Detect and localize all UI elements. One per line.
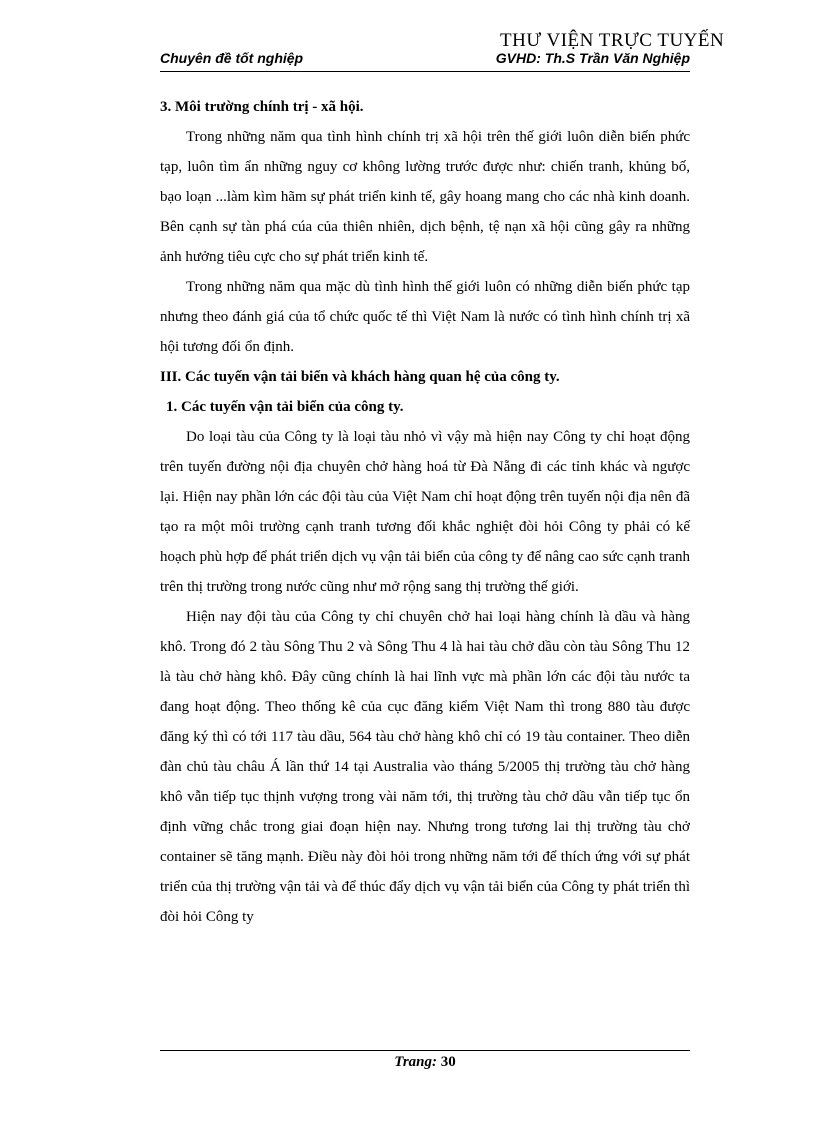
footer-divider — [160, 1050, 690, 1051]
paragraph: Do loại tàu của Công ty là loại tàu nhỏ vì vậy mà hiện nay Công ty chỉ hoạt động trên tuyến đường nội địa chuyên chở hàng hoá từ Đà Nẵng đi các tỉnh khác và ngược lại. Hiện nay phần lớn các đội tàu của Việt Nam chỉ hoạt động trên tuyến nội địa nên đã tạo ra một môi trường cạnh tranh tương đối khắc nghiệt đòi hỏi Công ty phải có kế hoạch phù hợp để phát triển dịch vụ vận tải biển của công ty để nâng cao sức cạnh tranh trên thị trường trong nước cũng như mở rộng sang thị trường thế giới. — [160, 429, 690, 595]
header-supervisor: GVHD: Th.S Trần Văn Nghiệp — [495, 50, 690, 66]
page-label: Trang: — [394, 1054, 438, 1070]
page-footer — [160, 1054, 690, 1071]
page-body — [160, 92, 690, 932]
section-heading-political-environment: 3. Môi trường chính trị - xã hội. — [160, 99, 364, 115]
paragraph: Trong những năm qua mặc dù tình hình thế giới luôn có những diễn biến phức tạp nhưng theo đánh giá của tổ chức quốc tế thì Việt Nam là nước có tình hình chính trị xã hội tương đối ổn định. — [160, 279, 690, 355]
section-heading-shipping-routes: III. Các tuyến vận tải biển và khách hàng quan hệ của công ty. — [160, 369, 560, 385]
header-divider — [160, 71, 690, 72]
subsection-heading-company-routes: 1. Các tuyến vận tải biển của công ty. — [166, 399, 404, 415]
page-number: 30 — [440, 1054, 456, 1070]
header-document-title: Chuyên đề tốt nghiệp — [160, 50, 304, 66]
paragraph: Hiện nay đội tàu của Công ty chỉ chuyên chở hai loại hàng chính là dầu và hàng khô. Trong đó 2 tàu Sông Thu 2 và Sông Thu 4 là hai tàu chở dầu còn tàu Sông Thu 12 là tàu chở hàng khô. Đây cũng chính là hai lĩnh vực mà phần lớn các đội tàu nước ta đang hoạt động. Theo thống kê của cục đăng kiểm Việt Nam thì trong 880 tàu được đăng ký thì có tới 117 tàu dầu, 564 tàu chở hàng khô chỉ có 19 tàu container. Theo diễn đàn chủ tàu châu Á lần thứ 14 tại Australia vào tháng 5/2005 thị trường tàu chở hàng khô vẫn tiếp tục thịnh vượng trong vài năm tới, thị trường tàu chở dầu vẫn tiếp tục ổn định vững chắc trong giai đoạn hiện nay. Nhưng trong tương lai thị trường tàu chở container sẽ tăng mạnh. Điều này đòi hỏi trong những năm tới để thích ứng với sự phát triển của thị trường vận tải và để thúc đẩy dịch vụ vận tải biển của Công ty phát triển thì đòi hỏi Công ty — [160, 609, 690, 925]
page-header — [160, 50, 690, 70]
paragraph: Trong những năm qua tình hình chính trị xã hội trên thế giới luôn diễn biến phức tạp, luôn tìm ẩn những nguy cơ không lường trước được như: chiến tranh, khủng bố, bạo loạn ...làm kìm hãm sự phát triển kinh tế, gây hoang mang cho các nhà kinh doanh. Bên cạnh sự tàn phá cúa của thiên nhiên, dịch bệnh, tệ nạn xã hội cũng gây ra những ảnh hưởng tiêu cực cho sự phát triển kinh tế. — [160, 129, 690, 265]
watermark: THƯ VIỆN TRỰC TUYẾN — [500, 30, 725, 51]
